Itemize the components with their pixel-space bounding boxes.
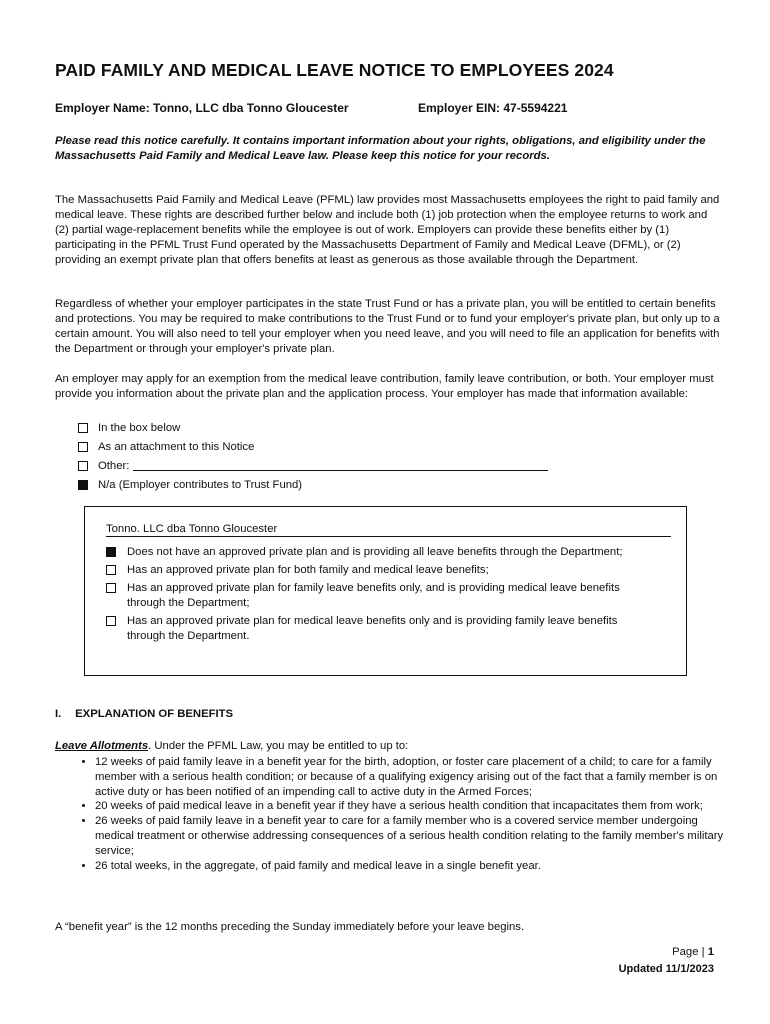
checkbox[interactable] [106, 565, 116, 575]
plan-item-label: Does not have an approved private plan and is providing all leave benefits through the Department; [127, 546, 623, 558]
paragraph-exemption: An employer may apply for an exemption from the medical leave contribution, family leave contribution, or both. Your employer must provide you information about the private plan and the application process. Your employer has made that information available: [55, 373, 714, 400]
option-label: In the box below [98, 421, 181, 434]
availability-options [78, 418, 548, 494]
employer-ein [418, 101, 567, 115]
option-attachment[interactable] [78, 437, 548, 456]
updated-date: Updated 11/1/2023 [618, 963, 714, 975]
checkbox[interactable] [78, 461, 88, 471]
checkbox[interactable] [106, 616, 116, 626]
option-na-trust-fund[interactable] [78, 475, 548, 494]
checkbox[interactable] [78, 423, 88, 433]
plan-item-both[interactable] [106, 563, 646, 578]
option-box-below[interactable] [78, 418, 548, 437]
plan-item-no-private-plan[interactable] [106, 545, 646, 560]
paragraph-pfml: The Massachusetts Paid Family and Medical Leave (PFML) law provides most Massachusetts employees the right to paid family and medical leave. These rights are described further below and include both (1) job protection when the employee returns to work and (2) partial wage-replacement benefits while the employee is out of work. Employers can provide these benefits either by (1) participating in the PFML Trust Fund operated by the Massachusetts Department of Family and Medical Leave (DFML), or (2) providing an exempt private plan that offers benefits at least as generous as those available through the Department. [55, 194, 720, 266]
option-label: Other: [98, 459, 130, 472]
checkbox-checked[interactable] [78, 480, 88, 490]
leave-allotments-text: . Under the PFML Law, you may be entitled to up to: [148, 740, 409, 752]
employer-name-label: Employer Name: [55, 101, 150, 115]
plan-item-label: Has an approved private plan for both family and medical leave benefits; [127, 564, 489, 576]
list-item: • 26 weeks of paid family leave in a benefit year to care for a family member who is a covered service member undergoing medical treatment or otherwise addressing consequences of a serious health condition relating to the family member's military service; [95, 814, 735, 858]
page-number-value: 1 [707, 946, 714, 958]
section-number: I. [55, 708, 62, 720]
section-title: EXPLANATION OF BENEFITS [75, 708, 234, 720]
intro-notice: Please read this notice carefully. It contains important information about your rights, obligations, and eligibility under the Massachusetts Paid Family and Medical Leave law. Please keep this notice for your records. [55, 135, 706, 162]
list-item: • 20 weeks of paid medical leave in a benefit year if they have a serious health condition that incapacitates them from work; [95, 799, 735, 814]
page-number [672, 946, 714, 958]
employer-ein-value: 47-5594221 [503, 101, 568, 115]
checkbox-checked[interactable] [106, 547, 116, 557]
checkbox[interactable] [106, 583, 116, 593]
employer-name [55, 101, 349, 115]
page-label: Page | [672, 946, 705, 958]
employer-ein-label: Employer EIN: [418, 101, 501, 115]
checkbox[interactable] [78, 442, 88, 452]
plan-item-family-only[interactable] [106, 581, 646, 611]
plan-box-items [106, 545, 646, 647]
benefit-year-definition: A “benefit year” is the 12 months preceding the Sunday immediately before your leave begins. [55, 921, 525, 933]
plan-item-label: Has an approved private plan for family leave benefits only, and is providing medical leave benefits through the Department; [127, 582, 620, 609]
option-other[interactable] [78, 456, 548, 475]
leave-allotments-heading: Leave Allotments [55, 740, 149, 752]
list-item: • 12 weeks of paid family leave in a benefit year for the birth, adoption, or foster care placement of a child; to care for a family member with a serious health condition; or because of a qualifying exigency arising out of the fact that a family member is on active duty or has been notified of an impending call to active duty in the Armed Forces; [95, 755, 735, 799]
plan-item-medical-only[interactable] [106, 614, 646, 644]
option-label: N/a (Employer contributes to Trust Fund) [98, 478, 303, 491]
private-plan-box [84, 506, 687, 676]
section-heading [55, 708, 233, 720]
paragraph-regardless: Regardless of whether your employer participates in the state Trust Fund or has a private plan, you will be entitled to certain benefits and protections. You may be required to make contributions to the Trust Fund or to fund your employer's private plan, but only up to a certain amount. You will also need to tell your employer when you need leave, and you will need to file an application for benefits with the Department or through your employer's private plan. [55, 298, 720, 355]
leave-allotments-intro [55, 740, 408, 752]
plan-box-employer: Tonno. LLC dba Tonno Gloucester [106, 523, 671, 537]
plan-item-label: Has an approved private plan for medical leave benefits only and is providing family leave benefits through the Department. [127, 615, 618, 642]
leave-bullets [80, 755, 735, 873]
employer-name-value: Tonno, LLC dba Tonno Gloucester [153, 101, 349, 115]
page-title: PAID FAMILY AND MEDICAL LEAVE NOTICE TO EMPLOYEES 2024 [55, 60, 614, 80]
list-item: • 26 total weeks, in the aggregate, of paid family and medical leave in a single benefit year. [95, 859, 735, 874]
other-blank-line[interactable] [133, 460, 548, 471]
option-label: As an attachment to this Notice [98, 440, 255, 453]
